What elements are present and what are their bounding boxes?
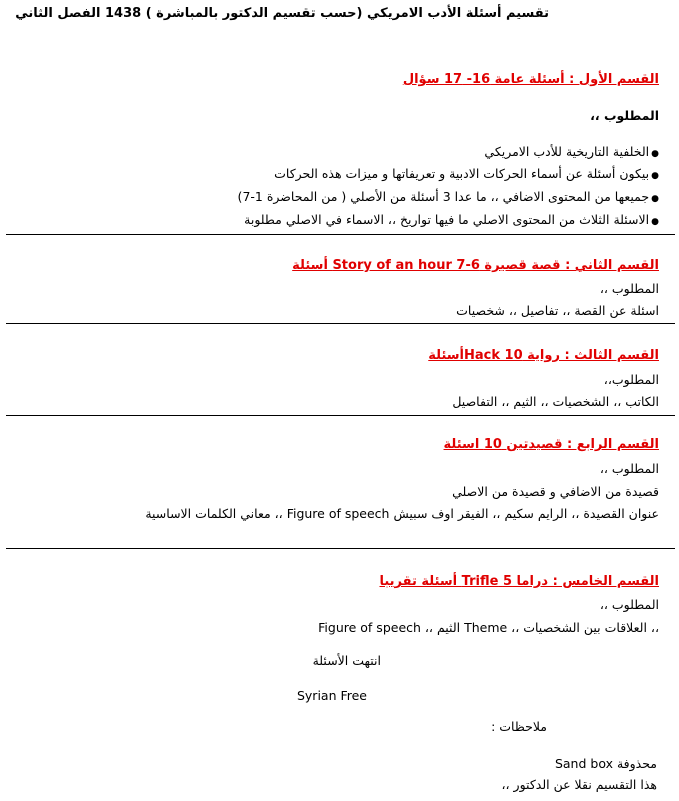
divider — [6, 415, 675, 416]
divider — [6, 548, 675, 549]
note-item: هذا التقسيم نقلا عن الدكتور ،، — [501, 777, 657, 792]
divider — [6, 323, 675, 324]
note-item: Sand box محذوفة — [554, 756, 657, 771]
ending-text: انتهت الأسئلة — [312, 653, 381, 668]
section-4-item: قصيدة من الاضافي و قصيدة من الاصلي — [452, 484, 659, 499]
section-1-item: ● الاسئلة الثلاث من المحتوى الاصلي ما فيها تواريخ ،، الاسماء في الاصلي مطلوبة — [244, 212, 659, 230]
section-2-header: القسم الثاني : قصة قصيرة Story of an hour 7-6 أسئلة — [292, 258, 659, 273]
section-2-item: اسئلة عن القصة ،، تفاصيل ،، شخصيات — [456, 303, 659, 318]
section-3-required: المطلوب،، — [603, 372, 659, 387]
signature: Syrian Free — [296, 688, 367, 703]
section-3-item: الكاتب ،، الشخصيات ،، الثيم ،، التفاصيل — [452, 394, 659, 409]
notes-label: ملاحظات : — [491, 719, 547, 734]
section-2-required: المطلوب ،، — [599, 281, 659, 296]
section-5-item: Figure of speech ،، الثيم Theme ،، العلاقات بين الشخصيات ،، — [318, 620, 659, 635]
section-4-item: عنوان القصيدة ،، الرايم سكيم ،، الفيقر اوف سبيش Figure of speech ،، معاني الكلمات الاساسية — [145, 506, 659, 521]
divider — [6, 234, 675, 235]
section-1-item: ● بيكون أسئلة عن أسماء الحركات الادبية و تعريفاتها و ميزات هذه الحركات — [274, 166, 659, 184]
section-4-required: المطلوب ،، — [599, 461, 659, 476]
section-3-header: القسم الثالث : رواية Hack 10أسئلة — [428, 348, 659, 363]
section-1-item: ● جميعها من المحتوى الاضافي ،، ما عدا 3 أسئلة من الأصلي ( من المحاضرة 1-7) — [238, 189, 659, 207]
section-1-required: المطلوب ،، — [590, 108, 659, 123]
section-4-header: القسم الرابع : قصيدتين 10 اسئلة — [443, 437, 659, 452]
section-5-header: القسم الخامس : دراما 5 Trifle أسئلة تقريبا — [379, 574, 659, 589]
section-1-item: ● الخلفية التاريخية للأدب الامريكي — [484, 144, 659, 162]
page-title: تقسيم أسئلة الأدب الامريكي (حسب تقسيم الدكتور بالمباشرة ) 1438 الفصل الثاني — [15, 6, 549, 21]
section-1-header: القسم الأول : أسئلة عامة 16- 17 سؤال — [402, 72, 659, 87]
section-5-required: المطلوب ،، — [599, 597, 659, 612]
